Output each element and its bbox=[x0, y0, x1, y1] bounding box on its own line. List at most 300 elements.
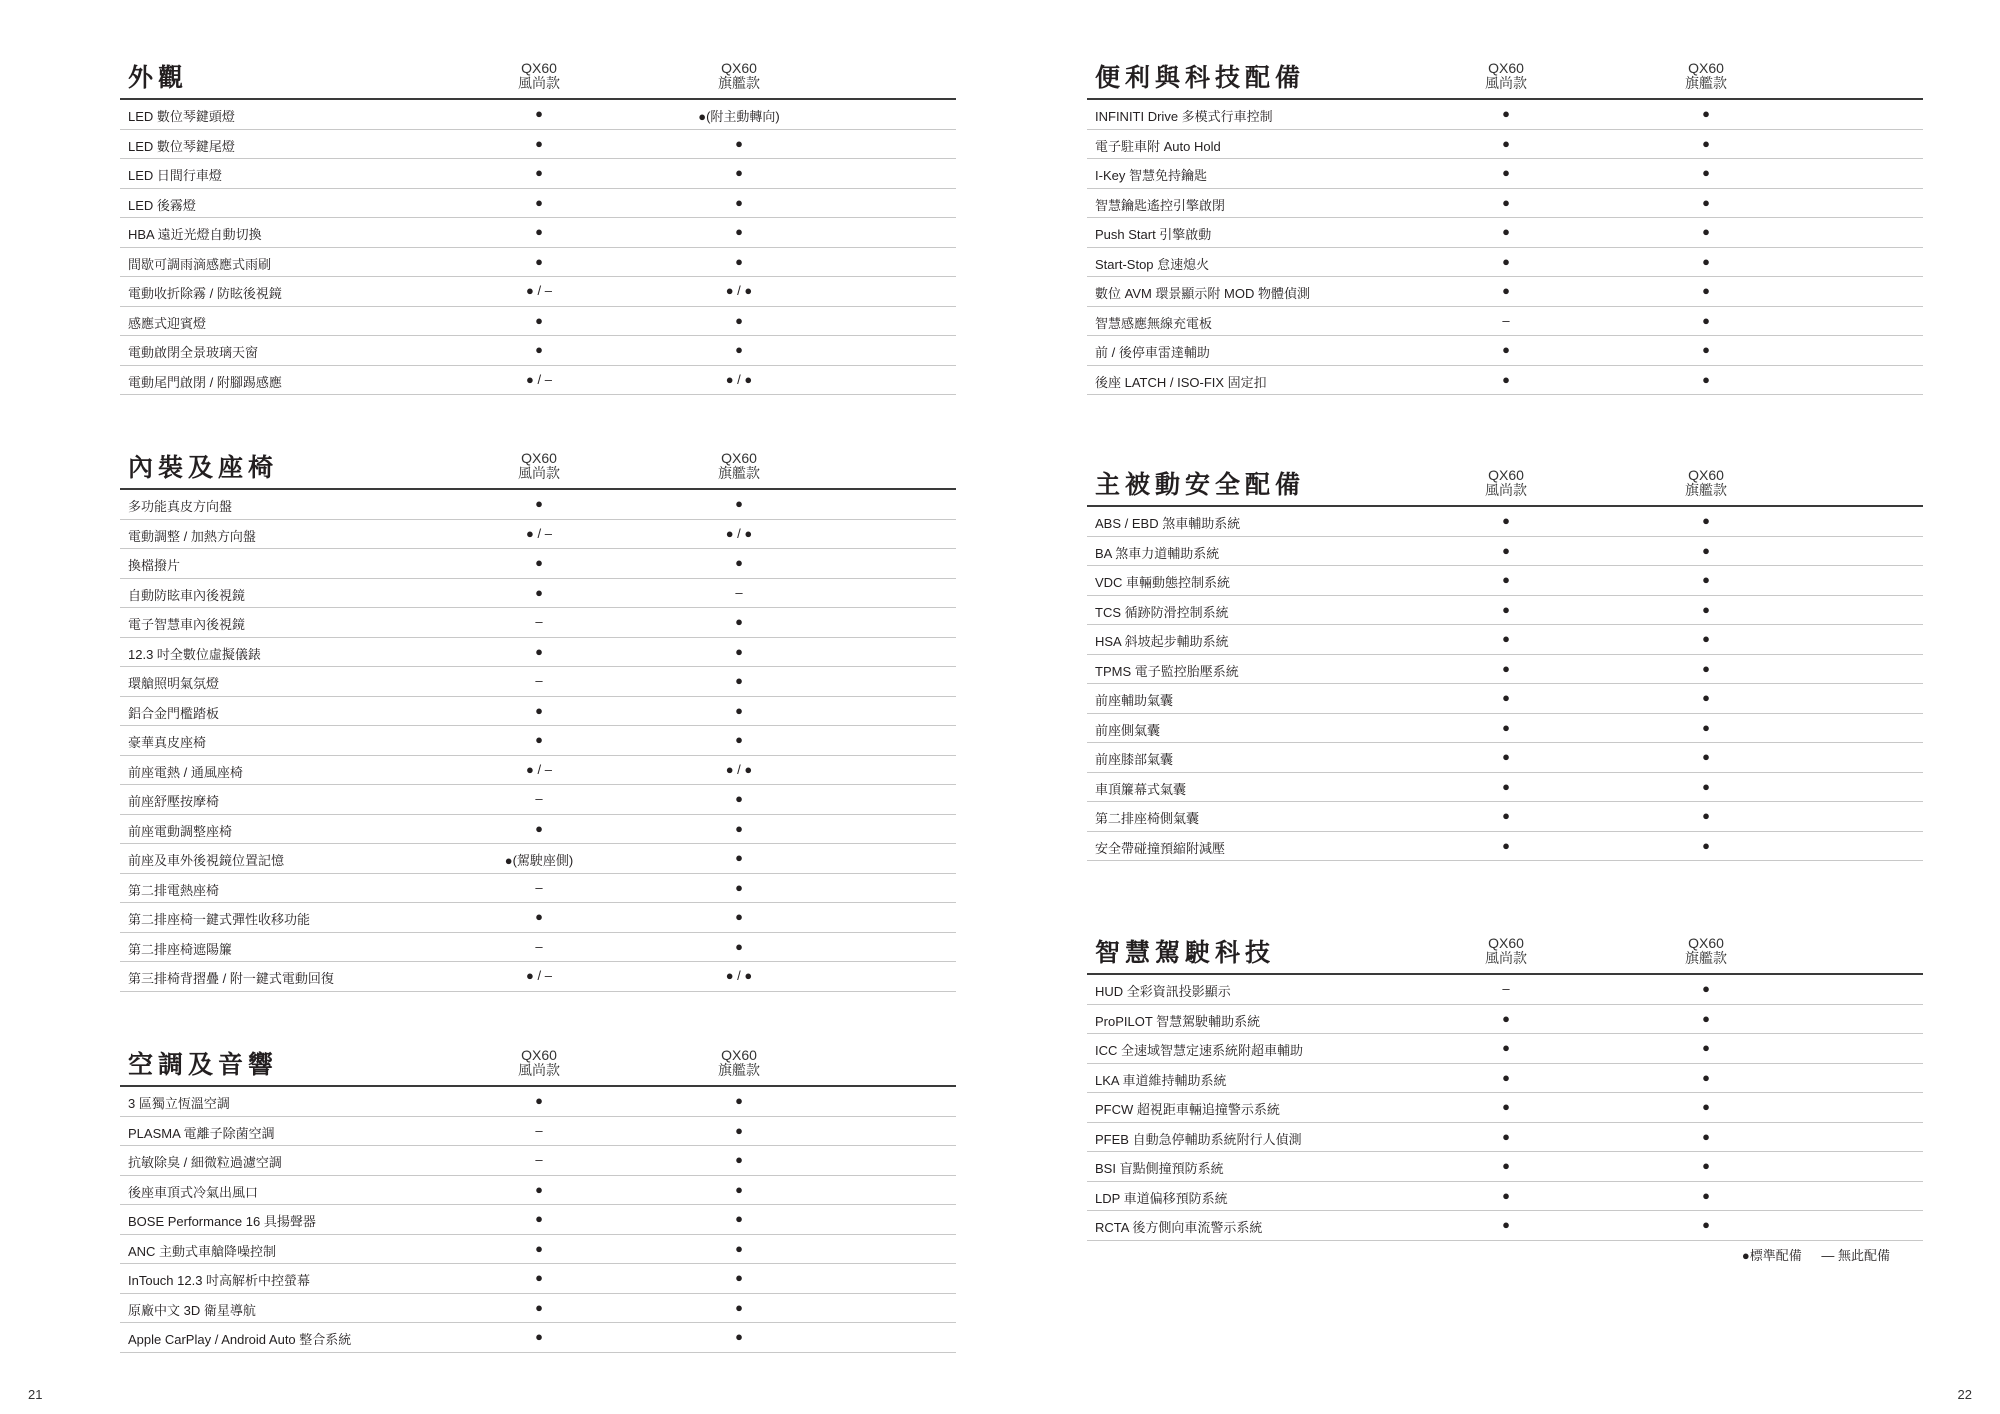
column-header-flagship bbox=[669, 451, 809, 481]
standard-trim-value: ● bbox=[535, 1181, 543, 1197]
standard-trim-value: ● bbox=[535, 1093, 543, 1108]
standard-trim-value: ● / – bbox=[526, 525, 552, 541]
flagship-trim-value: ● bbox=[735, 1329, 743, 1344]
column-header-flagship bbox=[1636, 468, 1776, 498]
column-model: QX60 bbox=[521, 1047, 557, 1063]
table-row bbox=[1087, 832, 1923, 862]
flagship-trim-value: ● bbox=[735, 1270, 743, 1285]
table-row bbox=[120, 608, 956, 638]
standard-trim-value: – bbox=[535, 1152, 543, 1167]
section-interior bbox=[120, 442, 956, 992]
flagship-trim-value: ● bbox=[735, 1181, 743, 1197]
standard-trim-value: ● / – bbox=[526, 761, 552, 777]
table-row bbox=[1087, 189, 1923, 219]
flagship-trim-value: ● bbox=[735, 165, 743, 180]
feature-label: 前座電熱 / 通風座椅 bbox=[128, 764, 243, 780]
feature-label: 12.3 吋全數位虛擬儀錶 bbox=[128, 646, 261, 662]
feature-label: 間歇可調雨滴感應式雨刷 bbox=[128, 256, 272, 272]
standard-trim-value: ● bbox=[1502, 283, 1510, 298]
table-row bbox=[1087, 596, 1923, 626]
feature-label: Start-Stop 怠速熄火 bbox=[1095, 256, 1210, 272]
standard-trim-value: ● bbox=[1502, 1217, 1510, 1232]
standard-trim-value: ● bbox=[535, 1329, 543, 1344]
standard-trim-value: ● bbox=[535, 342, 543, 357]
standard-trim-value: ● bbox=[1502, 837, 1510, 853]
table-row bbox=[120, 903, 956, 933]
table-row bbox=[120, 336, 956, 366]
table-row bbox=[1087, 159, 1923, 189]
standard-trim-value: ● bbox=[1502, 1069, 1510, 1085]
table-row bbox=[1087, 507, 1923, 537]
feature-label: I-Key 智慧免持鑰匙 bbox=[1095, 168, 1207, 183]
flagship-trim-value: ● bbox=[1702, 1187, 1710, 1203]
table-row bbox=[120, 1117, 956, 1147]
flagship-trim-value: ● bbox=[1702, 135, 1710, 151]
feature-label: 3 區獨立恆溫空調 bbox=[128, 1096, 230, 1111]
table-row bbox=[1087, 655, 1923, 685]
table-row bbox=[1087, 277, 1923, 307]
table-row bbox=[1087, 566, 1923, 596]
feature-label: RCTA 後方側向車流警示系統 bbox=[1095, 1220, 1263, 1235]
table-row bbox=[120, 638, 956, 668]
column-model: QX60 bbox=[1488, 60, 1524, 76]
column-trim: 旗艦款 bbox=[718, 75, 760, 91]
flagship-trim-value: ● bbox=[1702, 542, 1710, 558]
column-header-flagship bbox=[1636, 61, 1776, 91]
standard-trim-value: ● bbox=[1502, 1010, 1510, 1026]
flagship-trim-value: ● bbox=[1702, 572, 1710, 587]
feature-label: PFCW 超視距車輛追撞警示系統 bbox=[1095, 1102, 1280, 1117]
column-model: QX60 bbox=[1688, 935, 1724, 951]
column-model: QX60 bbox=[721, 60, 757, 76]
table-row bbox=[1087, 1034, 1923, 1064]
feature-label: 第二排座椅一鍵式彈性收移功能 bbox=[128, 912, 311, 927]
flagship-trim-value: ● bbox=[1702, 837, 1710, 853]
table-row bbox=[1087, 1152, 1923, 1182]
flagship-trim-value: ● bbox=[1702, 749, 1710, 764]
flagship-trim-value: ● bbox=[735, 643, 743, 659]
standard-trim-value: ● bbox=[535, 820, 543, 836]
flagship-trim-value: ● / ● bbox=[725, 371, 753, 387]
flagship-trim-value: ● bbox=[1702, 778, 1710, 794]
table-row bbox=[120, 697, 956, 727]
section-convenience bbox=[1087, 52, 1923, 395]
standard-trim-value: ● bbox=[535, 165, 543, 180]
table-row bbox=[1087, 130, 1923, 160]
table-row bbox=[120, 1294, 956, 1324]
standard-trim-value: – bbox=[1502, 312, 1510, 328]
feature-label: HSA 斜坡起步輔助系統 bbox=[1095, 634, 1229, 649]
flagship-trim-value: ● bbox=[735, 496, 743, 511]
feature-label: 數位 AVM 環景顯示附 MOD 物體偵測 bbox=[1095, 286, 1310, 301]
standard-trim-value: ● bbox=[535, 106, 543, 121]
flagship-trim-value: ● bbox=[735, 312, 743, 328]
flagship-trim-value: ● bbox=[735, 224, 743, 239]
feature-label: LED 日間行車燈 bbox=[128, 168, 222, 183]
standard-trim-value: ● bbox=[535, 253, 543, 269]
flagship-trim-value: ● bbox=[735, 938, 743, 954]
column-trim: 風尚款 bbox=[1485, 482, 1527, 498]
flagship-trim-value: ● bbox=[1702, 283, 1710, 298]
feature-label: 後座車頂式冷氣出風口 bbox=[128, 1184, 259, 1200]
standard-trim-value: – bbox=[535, 791, 543, 806]
standard-trim-value: ● bbox=[535, 584, 543, 600]
feature-label: 電動尾門啟閉 / 附腳踢感應 bbox=[128, 374, 282, 390]
column-trim: 旗艦款 bbox=[718, 465, 760, 481]
column-trim: 風尚款 bbox=[1485, 75, 1527, 91]
flagship-trim-value: ● bbox=[1702, 981, 1710, 996]
column-header-standard bbox=[1436, 468, 1576, 498]
feature-label: INFINITI Drive 多模式行車控制 bbox=[1095, 109, 1273, 124]
standard-trim-value: – bbox=[535, 1122, 543, 1138]
flagship-trim-value: ● bbox=[1702, 1158, 1710, 1173]
flagship-trim-value: ● / ● bbox=[725, 525, 753, 541]
table-row bbox=[120, 366, 956, 396]
standard-trim-value: ●(駕駛座側) bbox=[504, 853, 574, 868]
standard-trim-value: ● bbox=[1502, 631, 1510, 646]
feature-label: 前座電動調整座椅 bbox=[128, 823, 233, 839]
flagship-trim-value: ● / ● bbox=[725, 761, 753, 777]
table-row bbox=[120, 756, 956, 786]
table-row bbox=[1087, 1064, 1923, 1094]
section-header bbox=[1087, 459, 1923, 507]
feature-label: 感應式迎賓燈 bbox=[128, 315, 207, 331]
standard-trim-value: – bbox=[535, 938, 543, 954]
section-climate bbox=[120, 1039, 956, 1353]
standard-trim-value: ● bbox=[1502, 719, 1510, 735]
feature-label: Push Start 引擎啟動 bbox=[1095, 227, 1212, 242]
table-row bbox=[1087, 1123, 1923, 1153]
column-header-standard bbox=[1436, 936, 1576, 966]
flagship-trim-value: ● bbox=[735, 850, 743, 865]
table-row bbox=[1087, 1093, 1923, 1123]
flagship-trim-value: ● bbox=[735, 1211, 743, 1226]
standard-trim-value: ● bbox=[1502, 224, 1510, 239]
standard-trim-value: – bbox=[535, 614, 543, 629]
table-row bbox=[1087, 537, 1923, 567]
flagship-trim-value: ● bbox=[735, 342, 743, 357]
standard-trim-value: ● bbox=[1502, 542, 1510, 558]
standard-trim-value: ● bbox=[1502, 253, 1510, 269]
table-row bbox=[1087, 336, 1923, 366]
table-row bbox=[120, 1176, 956, 1206]
section-title: 便利與科技配備 bbox=[1095, 64, 1306, 92]
feature-label: TPMS 電子監控胎壓系統 bbox=[1095, 663, 1239, 679]
feature-label: PLASMA 電離子除菌空調 bbox=[128, 1125, 275, 1141]
standard-trim-value: ● bbox=[1502, 106, 1510, 121]
flagship-trim-value: ● bbox=[1702, 194, 1710, 210]
table-row bbox=[120, 248, 956, 278]
column-header-flagship bbox=[1636, 936, 1776, 966]
column-header-standard bbox=[1436, 61, 1576, 91]
section-driving bbox=[1087, 927, 1923, 1241]
column-model: QX60 bbox=[721, 450, 757, 466]
column-trim: 旗艦款 bbox=[1685, 75, 1727, 91]
feature-label: LKA 車道維持輔助系統 bbox=[1095, 1072, 1227, 1088]
table-row bbox=[120, 159, 956, 189]
feature-label: 前 / 後停車雷達輔助 bbox=[1095, 345, 1210, 360]
table-row bbox=[120, 490, 956, 520]
standard-trim-value: ● bbox=[1502, 1128, 1510, 1144]
column-trim: 風尚款 bbox=[518, 1062, 560, 1078]
column-trim: 風尚款 bbox=[1485, 950, 1527, 966]
standard-trim-value: ● / – bbox=[526, 968, 552, 983]
feature-label: 智慧感應無線充電板 bbox=[1095, 315, 1213, 331]
section-header bbox=[120, 52, 956, 100]
table-row bbox=[120, 874, 956, 904]
standard-trim-value: ● bbox=[1502, 165, 1510, 180]
feature-label: 電動啟閉全景玻璃天窗 bbox=[128, 345, 259, 360]
standard-trim-value: – bbox=[535, 879, 543, 895]
standard-trim-value: ● bbox=[535, 555, 543, 570]
column-trim: 風尚款 bbox=[518, 465, 560, 481]
flagship-trim-value: ●(附主動轉向) bbox=[698, 109, 780, 124]
feature-label: 換檔撥片 bbox=[128, 558, 181, 573]
feature-label: 前座膝部氣囊 bbox=[1095, 752, 1174, 767]
flagship-trim-value: ● bbox=[735, 673, 743, 688]
standard-trim-value: ● bbox=[535, 194, 543, 210]
feature-label: 電子智慧車內後視鏡 bbox=[128, 617, 246, 632]
standard-trim-value: ● bbox=[1502, 194, 1510, 210]
standard-trim-value: – bbox=[535, 673, 543, 688]
flagship-trim-value: ● bbox=[735, 253, 743, 269]
flagship-trim-value: ● bbox=[735, 791, 743, 806]
feature-label: PFEB 自動急停輔助系統附行人偵測 bbox=[1095, 1131, 1302, 1147]
flagship-trim-value: ● bbox=[735, 909, 743, 924]
feature-label: ICC 全速域智慧定速系統附超車輔助 bbox=[1095, 1043, 1304, 1058]
standard-trim-value: ● bbox=[1502, 572, 1510, 587]
standard-trim-value: ● bbox=[1502, 1187, 1510, 1203]
feature-label: Apple CarPlay / Android Auto 整合系統 bbox=[128, 1332, 352, 1347]
flagship-trim-value: ● / ● bbox=[725, 968, 753, 983]
feature-label: 鋁合金門檻踏板 bbox=[128, 705, 220, 721]
feature-label: 前座輔助氣囊 bbox=[1095, 693, 1174, 708]
standard-trim-value: ● bbox=[1502, 513, 1510, 528]
column-header-flagship bbox=[669, 1048, 809, 1078]
feature-label: InTouch 12.3 吋高解析中控螢幕 bbox=[128, 1273, 311, 1288]
feature-label: LED 數位琴鍵頭燈 bbox=[128, 109, 235, 124]
column-trim: 旗艦款 bbox=[1685, 482, 1727, 498]
table-row bbox=[1087, 1211, 1923, 1241]
standard-trim-value: ● / – bbox=[526, 371, 552, 387]
column-header-standard bbox=[469, 451, 609, 481]
standard-trim-value: ● bbox=[535, 224, 543, 239]
table-row bbox=[120, 726, 956, 756]
table-row bbox=[1087, 218, 1923, 248]
feature-label: 第二排座椅側氣囊 bbox=[1095, 811, 1200, 826]
column-header-standard bbox=[469, 1048, 609, 1078]
standard-trim-value: ● / – bbox=[526, 283, 552, 298]
feature-label: 電子駐車附 Auto Hold bbox=[1095, 138, 1221, 154]
flagship-trim-value: ● bbox=[1702, 1217, 1710, 1232]
table-row bbox=[120, 962, 956, 992]
feature-label: 第三排椅背摺疊 / 附一鍵式電動回復 bbox=[128, 971, 334, 986]
table-row bbox=[120, 933, 956, 963]
table-row bbox=[1087, 366, 1923, 396]
flagship-trim-value: ● bbox=[1702, 371, 1710, 387]
feature-label: LED 數位琴鍵尾燈 bbox=[128, 138, 235, 154]
standard-trim-value: ● bbox=[1502, 601, 1510, 617]
flagship-trim-value: ● bbox=[735, 732, 743, 747]
section-title: 內裝及座椅 bbox=[128, 454, 279, 482]
flagship-trim-value: ● bbox=[1702, 631, 1710, 646]
flagship-trim-value: ● bbox=[1702, 165, 1710, 180]
feature-label: 後座 LATCH / ISO-FIX 固定扣 bbox=[1095, 374, 1267, 390]
feature-label: 電動收折除霧 / 防眩後視鏡 bbox=[128, 286, 282, 301]
flagship-trim-value: ● bbox=[735, 820, 743, 836]
feature-label: ANC 主動式車艙降噪控制 bbox=[128, 1243, 277, 1259]
table-row bbox=[120, 307, 956, 337]
standard-trim-value: ● bbox=[1502, 690, 1510, 705]
standard-trim-value: ● bbox=[1502, 1040, 1510, 1055]
column-model: QX60 bbox=[521, 450, 557, 466]
feature-label: HUD 全彩資訊投影顯示 bbox=[1095, 984, 1231, 999]
feature-label: VDC 車輛動態控制系統 bbox=[1095, 575, 1231, 590]
standard-trim-value: – bbox=[1502, 981, 1510, 996]
flagship-trim-value: ● bbox=[1702, 601, 1710, 617]
standard-trim-value: ● bbox=[535, 1270, 543, 1285]
column-trim: 旗艦款 bbox=[718, 1062, 760, 1078]
feature-label: 多功能真皮方向盤 bbox=[128, 499, 233, 514]
standard-trim-value: ● bbox=[535, 1211, 543, 1226]
table-row bbox=[120, 785, 956, 815]
section-header bbox=[120, 442, 956, 490]
feature-label: 智慧鑰匙遙控引擎啟閉 bbox=[1095, 197, 1226, 213]
table-row bbox=[120, 1235, 956, 1265]
table-row bbox=[120, 1323, 956, 1353]
feature-label: ABS / EBD 煞車輔助系統 bbox=[1095, 516, 1241, 531]
feature-label: 前座及車外後視鏡位置記憶 bbox=[128, 853, 285, 868]
column-trim: 旗艦款 bbox=[1685, 950, 1727, 966]
section-title: 空調及音響 bbox=[128, 1051, 279, 1079]
legend-none: — 無此配備 bbox=[1821, 1248, 1890, 1263]
table-row bbox=[120, 277, 956, 307]
flagship-trim-value: ● bbox=[1702, 1010, 1710, 1026]
standard-trim-value: ● bbox=[535, 909, 543, 924]
standard-trim-value: ● bbox=[1502, 660, 1510, 676]
table-row bbox=[1087, 773, 1923, 803]
standard-trim-value: ● bbox=[1502, 135, 1510, 151]
legend-standard: ●標準配備 bbox=[1741, 1248, 1802, 1263]
flagship-trim-value: ● bbox=[735, 555, 743, 570]
table-row bbox=[1087, 684, 1923, 714]
flagship-trim-value: ● bbox=[1702, 253, 1710, 269]
table-row bbox=[120, 844, 956, 874]
table-row bbox=[120, 549, 956, 579]
table-row bbox=[1087, 975, 1923, 1005]
standard-trim-value: ● bbox=[1502, 749, 1510, 764]
table-row bbox=[1087, 1005, 1923, 1035]
feature-label: 安全帶碰撞預縮附減壓 bbox=[1095, 840, 1226, 856]
flagship-trim-value: ● bbox=[1702, 1128, 1710, 1144]
flagship-trim-value: ● bbox=[1702, 342, 1710, 357]
page-number-left: 21 bbox=[28, 1387, 43, 1402]
feature-label: 原廠中文 3D 衛星導航 bbox=[128, 1302, 256, 1318]
table-row bbox=[1087, 248, 1923, 278]
standard-trim-value: ● bbox=[1502, 808, 1510, 823]
column-model: QX60 bbox=[1688, 467, 1724, 483]
table-row bbox=[1087, 100, 1923, 130]
flagship-trim-value: ● bbox=[735, 879, 743, 895]
flagship-trim-value: ● bbox=[1702, 224, 1710, 239]
standard-trim-value: ● bbox=[535, 312, 543, 328]
feature-label: 自動防眩車內後視鏡 bbox=[128, 587, 246, 603]
table-row bbox=[1087, 802, 1923, 832]
feature-label: LDP 車道偏移預防系統 bbox=[1095, 1190, 1228, 1206]
section-title: 智慧駕駛科技 bbox=[1095, 939, 1276, 967]
section-header bbox=[120, 1039, 956, 1087]
flagship-trim-value: ● bbox=[735, 1299, 743, 1315]
flagship-trim-value: ● bbox=[735, 1122, 743, 1138]
flagship-trim-value: ● bbox=[1702, 1099, 1710, 1114]
standard-trim-value: ● bbox=[1502, 778, 1510, 794]
column-model: QX60 bbox=[721, 1047, 757, 1063]
column-model: QX60 bbox=[1488, 467, 1524, 483]
flagship-trim-value: – bbox=[735, 584, 743, 600]
standard-trim-value: ● bbox=[1502, 342, 1510, 357]
flagship-trim-value: ● bbox=[1702, 513, 1710, 528]
feature-label: 電動調整 / 加熱方向盤 bbox=[128, 528, 256, 544]
table-row bbox=[120, 1205, 956, 1235]
feature-label: 前座側氣囊 bbox=[1095, 722, 1161, 738]
flagship-trim-value: ● bbox=[1702, 660, 1710, 676]
standard-trim-value: ● bbox=[535, 135, 543, 151]
section-header bbox=[1087, 927, 1923, 975]
standard-trim-value: ● bbox=[1502, 1099, 1510, 1114]
feature-label: 前座舒壓按摩椅 bbox=[128, 794, 220, 809]
column-model: QX60 bbox=[1488, 935, 1524, 951]
section-header bbox=[1087, 52, 1923, 100]
flagship-trim-value: ● bbox=[1702, 690, 1710, 705]
legend bbox=[1726, 1245, 1890, 1264]
standard-trim-value: ● bbox=[535, 732, 543, 747]
feature-label: 第二排座椅遮陽簾 bbox=[128, 941, 233, 957]
feature-label: ProPILOT 智慧駕駛輔助系統 bbox=[1095, 1013, 1261, 1029]
feature-label: TCS 循跡防滑控制系統 bbox=[1095, 604, 1229, 620]
table-row bbox=[120, 579, 956, 609]
flagship-trim-value: ● bbox=[735, 1093, 743, 1108]
table-row bbox=[120, 815, 956, 845]
feature-label: 車頂簾幕式氣囊 bbox=[1095, 781, 1187, 797]
flagship-trim-value: ● bbox=[1702, 719, 1710, 735]
standard-trim-value: ● bbox=[535, 1240, 543, 1256]
table-row bbox=[120, 100, 956, 130]
feature-label: 豪華真皮座椅 bbox=[128, 735, 207, 750]
feature-label: LED 後霧燈 bbox=[128, 197, 196, 213]
flagship-trim-value: ● bbox=[735, 194, 743, 210]
table-row bbox=[120, 130, 956, 160]
flagship-trim-value: ● bbox=[1702, 1040, 1710, 1055]
flagship-trim-value: ● bbox=[1702, 808, 1710, 823]
flagship-trim-value: ● bbox=[1702, 312, 1710, 328]
flagship-trim-value: ● bbox=[735, 1152, 743, 1167]
standard-trim-value: ● bbox=[535, 643, 543, 659]
section-title: 外觀 bbox=[128, 64, 189, 92]
column-trim: 風尚款 bbox=[518, 75, 560, 91]
table-row bbox=[1087, 625, 1923, 655]
flagship-trim-value: ● bbox=[735, 702, 743, 718]
feature-label: BOSE Performance 16 具揚聲器 bbox=[128, 1214, 316, 1229]
flagship-trim-value: ● bbox=[1702, 1069, 1710, 1085]
table-row bbox=[120, 189, 956, 219]
flagship-trim-value: ● bbox=[1702, 106, 1710, 121]
table-row bbox=[120, 1087, 956, 1117]
standard-trim-value: ● bbox=[535, 496, 543, 511]
feature-label: 抗敏除臭 / 細微粒過濾空調 bbox=[128, 1155, 282, 1170]
section-safety bbox=[1087, 459, 1923, 861]
flagship-trim-value: ● bbox=[735, 135, 743, 151]
feature-label: 環艙照明氣氛燈 bbox=[128, 676, 220, 691]
